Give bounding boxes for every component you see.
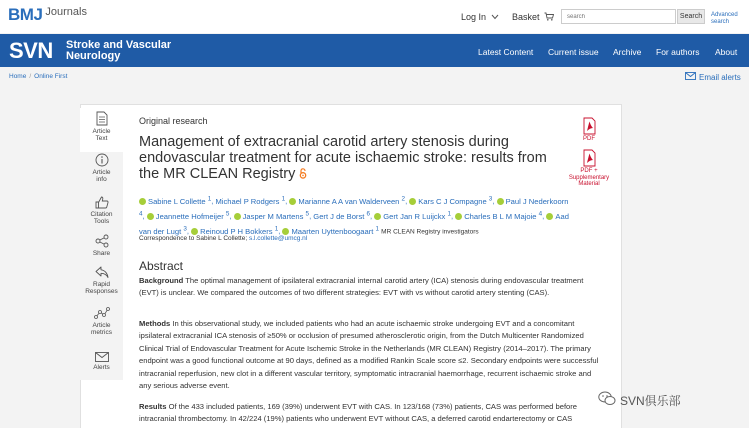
author-name: Aad van der Lugt [139, 211, 569, 236]
abstract-results-label: Results [139, 402, 167, 411]
author-affiliation: 3 [488, 195, 493, 202]
author-name: Michael P Rodgers [215, 196, 280, 206]
nav-about[interactable]: About [715, 47, 738, 57]
author-group: MR CLEAN Registry investigators [381, 228, 479, 236]
breadcrumb [9, 73, 67, 80]
rail-share-label: Share [92, 250, 111, 257]
author[interactable] [139, 197, 211, 206]
abstract-background [139, 275, 599, 300]
correspondence-prefix: Correspondence to Sabine L Collette; [139, 235, 248, 242]
abstract-background-label: Background [139, 276, 184, 285]
author-name: Paul J Nederkoorn [505, 196, 569, 206]
orcid-icon [139, 198, 146, 205]
basket-icon [542, 12, 554, 22]
envelope-icon [80, 352, 123, 362]
rail-article-info[interactable] [80, 153, 123, 183]
author-list: Sabine L Collette $^1$, Michael P Rodgers $^1$, Marianne A A van Walderveen $^2$, Kars C J Compagne $^3$, Paul J Nederkoorn $^4$, Jeannette Hofmeijer $^5$, Jasper M Martens $^5$, Gert J de Borst $^6$, Gert Jan R Luijckx $^1$, Charles B L M Majoie $^4$, Aad van der Lugt $^3$, Reinoud P H Bokkers $^1$, Maarten Uyttenboogaart $^1$ MR CLEAN Registry investigators [139, 195, 569, 236]
rail-article-metrics[interactable] [80, 307, 123, 336]
nav-archive[interactable]: Archive [613, 47, 642, 57]
nav-current-issue[interactable]: Current issue [548, 47, 599, 57]
article-tool-rail [80, 104, 123, 380]
wechat-icon [598, 391, 616, 409]
rail-alerts[interactable] [80, 352, 123, 371]
author-name: Jeannette Hofmeijer [155, 211, 224, 221]
rail-rapid-responses-label: Rapid Responses [85, 281, 118, 295]
bmj-logo-mark: BMJ [8, 5, 43, 24]
orcid-icon [546, 213, 553, 220]
pdf-download-link[interactable] [576, 117, 602, 143]
watermark-text: SVN俱乐部 [620, 393, 681, 408]
author-name: Charles B L M Majoie [464, 211, 537, 221]
breadcrumb-separator: / [29, 73, 32, 80]
author-affiliation: 5 [225, 210, 230, 218]
search-button[interactable]: Search [677, 9, 705, 24]
author-name: Maarten Uyttenboogaart [291, 226, 374, 236]
author-name: Kars C J Compagne [418, 196, 487, 206]
author[interactable] [215, 197, 285, 206]
rail-alerts-label: Alerts [93, 364, 110, 371]
rail-share[interactable] [80, 234, 123, 257]
thumbs-up-icon [80, 196, 123, 209]
author-affiliation: 6 [366, 210, 371, 218]
article-section: Original research [139, 116, 208, 126]
rail-article-text-label: Article Text [92, 128, 111, 142]
envelope-icon [685, 72, 696, 82]
author-name: Jasper M Martens [242, 211, 304, 221]
author-name: Gert J de Borst [313, 211, 365, 221]
open-access-icon [299, 170, 307, 181]
abstract-results-text: Of the 433 included patients, 169 (39%) underwent EVT with CAS. In 123/168 (73%) patients, CAS was performed before intracranial thrombectomy. In 42/224 (19%) patients who underwent EVT without CAS, a deferred carotid endarterectomy or CAS [139, 402, 578, 424]
rail-article-metrics-label: Article metrics [91, 322, 112, 336]
author-affiliation: 4 [139, 210, 143, 218]
info-icon [80, 153, 123, 167]
reply-icon [80, 266, 123, 279]
abstract-methods-text: In this observational study, we included patients who had an acute ischaemic stroke undergoing EVT and a concomitant ipsilateral extracranial ICA stenosis of ≥50% or occlusion of presumed atherosclerotic origin, from the Dutch Multicenter Randomized Clinical Trial of Endovascular Treatment for Acute Ischemic Stroke in the Netherlands (MR CLEAN) Registry (2014–2017). The primary endpoint was a good functional outcome at 90 days, defined as a modified Rankin Scale score ≤2. Secondary endpoints were successful intracranial reperfusion, new clot in a different vascular territory, symptomatic intracranial haemorrhage, recurrent ischaemic stroke and any serious adverse event. [139, 319, 599, 391]
author[interactable] [234, 212, 309, 221]
orcid-icon [455, 213, 462, 220]
orcid-icon [191, 228, 198, 235]
author[interactable] [147, 212, 230, 221]
breadcrumb-home[interactable]: Home [9, 73, 27, 80]
bmj-logo-journals: Journals [45, 6, 87, 18]
rail-article-info-label: Article info [92, 169, 111, 183]
author[interactable] [289, 197, 405, 206]
author[interactable] [455, 212, 542, 221]
author-affiliation: 1 [207, 195, 212, 202]
author-name: Sabine L Collette [148, 196, 206, 206]
pdf-supp-label-3: Material [578, 181, 600, 187]
author[interactable] [374, 212, 451, 221]
chevron-down-icon [489, 12, 499, 22]
abstract-heading: Abstract [139, 259, 184, 273]
journal-navbar [0, 34, 749, 67]
nav-latest-content[interactable]: Latest Content [478, 47, 534, 57]
pdf-label: PDF [583, 136, 595, 142]
article-title [139, 134, 559, 184]
author[interactable] [313, 212, 370, 221]
orcid-icon [374, 213, 381, 220]
article-title-text: Management of extracranial carotid artery stenosis during endovascular treatment for acute ischaemic stroke: results from the MR CLEAN Registry [139, 134, 547, 182]
breadcrumb-online-first[interactable]: Online First [34, 73, 68, 80]
orcid-icon [409, 198, 416, 205]
rail-article-text[interactable] [80, 108, 123, 152]
orcid-icon [234, 213, 241, 220]
author-affiliation: 1 [281, 195, 286, 202]
abstract-results [139, 401, 599, 426]
author-affiliation: 2 [401, 195, 406, 202]
pdf-supp-label-2: Supplementary [568, 174, 610, 181]
bmj-journals-logo[interactable] [8, 5, 87, 25]
rail-citation-tools[interactable] [80, 196, 123, 225]
author-affiliation: 3 [183, 225, 187, 233]
author-affiliation: 1 [375, 225, 380, 233]
author-affiliation: 1 [447, 210, 451, 218]
abstract-methods [139, 318, 599, 392]
journal-abbr-logo[interactable]: SVN [9, 38, 53, 63]
journal-name[interactable]: Stroke and Vascular Neurology [66, 39, 172, 62]
orcid-icon [282, 228, 289, 235]
author-name: Gert Jan R Luijckx [383, 211, 446, 221]
orcid-icon [497, 198, 504, 205]
email-alerts-label: Email alerts [699, 72, 741, 82]
pdf-supplementary-link[interactable] [562, 149, 616, 188]
pdf-icon [562, 149, 616, 167]
author-name: Reinoud P H Bokkers [200, 226, 273, 236]
share-icon [80, 234, 123, 248]
correspondence-email-link[interactable]: s.l.collette@umcg.nl [248, 235, 308, 242]
author[interactable] [409, 197, 492, 206]
author-affiliation: 1 [274, 225, 279, 233]
author-affiliation: 5 [305, 210, 310, 218]
basket-link[interactable] [512, 12, 554, 22]
pdf-supp-label-1: PDF + [580, 168, 598, 174]
correspondence [139, 235, 307, 242]
abstract-background-text: The optimal management of ipsilateral extracranial internal carotid artery (ICA) stenosis during endovascular treatment (EVT) is unclear. We compared the outcomes of two different strategies: EVT with vs without carotid artery stenting (CAS). [139, 276, 584, 298]
advanced-search-link[interactable]: Advanced search [711, 12, 738, 25]
basket-label: Basket [512, 12, 540, 22]
search-input[interactable] [561, 9, 676, 24]
abstract-methods-label: Methods [139, 319, 171, 328]
orcid-icon [289, 198, 296, 205]
orcid-icon [147, 213, 154, 220]
email-alerts-link[interactable] [685, 72, 741, 82]
top-bar [0, 0, 749, 33]
author-name: Marianne A A van Walderveen [298, 196, 400, 206]
rail-citation-tools-label: Citation Tools [90, 211, 113, 225]
login-label: Log In [461, 12, 487, 22]
nav-for-authors[interactable]: For authors [656, 47, 700, 57]
watermark [598, 391, 681, 409]
login-link[interactable] [461, 12, 499, 22]
author-affiliation: 4 [538, 210, 543, 218]
metrics-icon [80, 307, 123, 320]
rail-rapid-responses[interactable] [80, 266, 123, 295]
pdf-icon [576, 117, 602, 135]
document-icon [80, 111, 123, 126]
